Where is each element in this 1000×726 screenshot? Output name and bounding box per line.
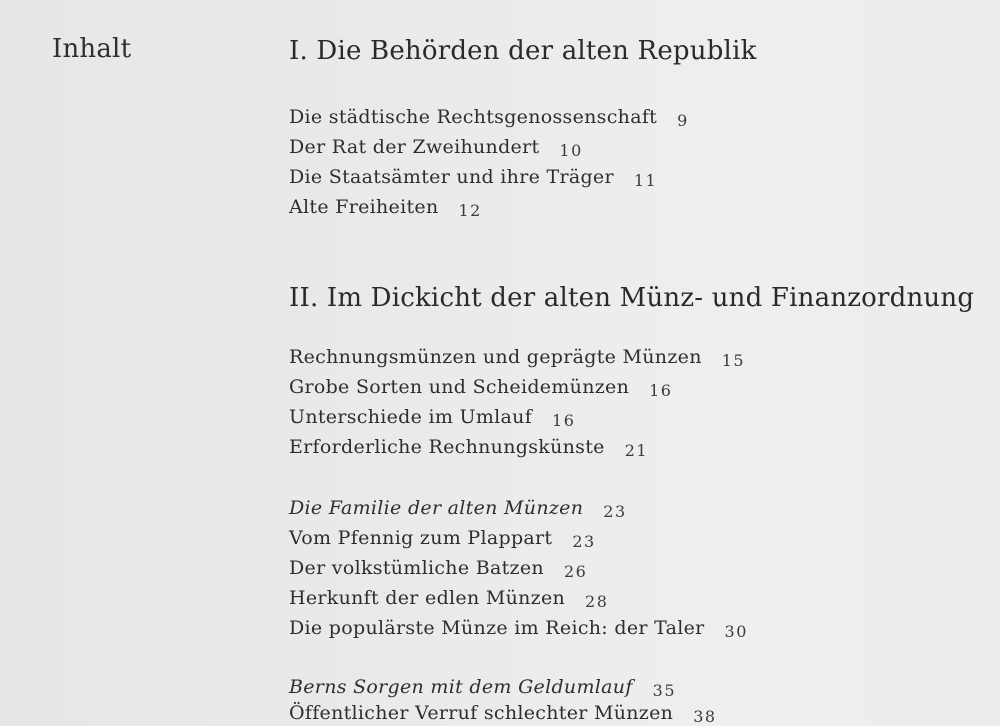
toc-entry-title: Unterschiede im Umlauf	[289, 406, 533, 428]
toc-entry-page: 10	[559, 141, 583, 160]
toc-entry-page: 28	[585, 592, 609, 611]
toc-entry-page: 26	[563, 562, 588, 581]
toc-entry	[289, 136, 583, 166]
toc-entry-page: 16	[552, 411, 576, 430]
toc-entry	[289, 617, 748, 647]
toc-entry	[289, 406, 575, 436]
toc-subsection-entry	[289, 497, 627, 527]
toc-entry	[289, 587, 608, 617]
toc-entry-page: 15	[721, 351, 746, 370]
contents-heading: Inhalt	[52, 34, 132, 64]
toc-entry-page: 23	[572, 532, 596, 551]
toc-entry-title: Erforderliche Rechnungskünste	[289, 436, 605, 458]
toc-entry-page: 9	[677, 111, 689, 130]
toc-entry-title: Der Rat der Zweihundert	[289, 136, 540, 158]
toc-entry	[289, 196, 482, 226]
toc-entry-title: Berns Sorgen mit dem Geldumlauf	[289, 676, 633, 698]
toc-entry	[289, 436, 648, 466]
toc-entry-page: 12	[458, 201, 482, 220]
toc-entry-page: 16	[649, 381, 673, 400]
toc-entry-page: 11	[633, 171, 658, 190]
toc-entry	[289, 527, 596, 557]
toc-entry	[289, 557, 587, 587]
toc-entry	[289, 702, 717, 726]
toc-entry-title: Alte Freiheiten	[289, 196, 439, 218]
toc-entry-page: 23	[603, 502, 627, 521]
toc-entry-page: 38	[693, 707, 717, 726]
toc-entry-title: Grobe Sorten und Scheidemünzen	[289, 376, 630, 398]
toc-entry-title: Der volkstümliche Batzen	[289, 557, 544, 579]
toc-entry-title: Die Familie der alten Münzen	[289, 497, 584, 519]
toc-entry-title: Vom Pfennig zum Plappart	[289, 527, 553, 549]
section-title-1: I. Die Behörden der alten Republik	[289, 36, 757, 66]
toc-entry-title: Öffentlicher Verruf schlechter Münzen	[289, 702, 674, 724]
toc-entry	[289, 166, 657, 196]
toc-entry-title: Rechnungsmünzen und geprägte Münzen	[289, 346, 702, 368]
toc-entry-page: 30	[724, 622, 748, 641]
toc-entry	[289, 346, 745, 376]
toc-entry-page: 21	[624, 441, 649, 460]
toc-entry-title: Herkunft der edlen Münzen	[289, 587, 566, 609]
toc-entry-page: 35	[652, 681, 677, 700]
toc-entry	[289, 106, 689, 136]
toc-entry-title: Die Staatsämter und ihre Träger	[289, 166, 614, 188]
toc-entry-title: Die städtische Rechtsgenossenschaft	[289, 106, 658, 128]
toc-entry	[289, 376, 672, 406]
section-title-2: II. Im Dickicht der alten Münz- und Finanzordnung	[289, 283, 975, 313]
toc-entry-title: Die populärste Münze im Reich: der Taler	[289, 617, 705, 639]
